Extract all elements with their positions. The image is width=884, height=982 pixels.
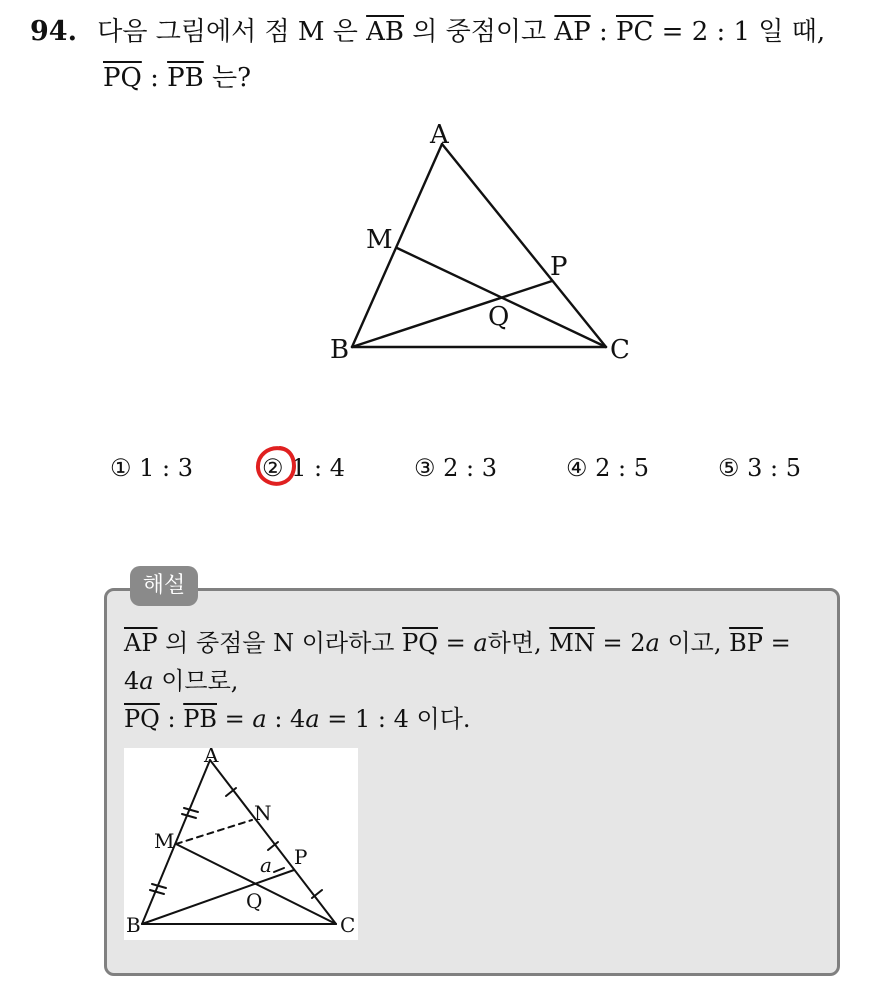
segment-ac-line [442, 144, 606, 347]
segment-bp: $\overline{BP}$ [729, 629, 763, 657]
variable-a: a [252, 705, 267, 733]
segment-ac-line [210, 760, 336, 924]
variable-a: a [305, 705, 320, 733]
tick-mark [274, 868, 284, 872]
label-c: C [340, 913, 356, 937]
label-n: N [254, 801, 272, 825]
choice-mark: ① [110, 454, 132, 482]
variable-a: a [139, 667, 154, 695]
solution-text: = 1 : 4 이다. [327, 705, 471, 733]
tick-mark [184, 808, 198, 812]
segment-pb: $\overline{PB}$ [183, 705, 217, 733]
variable-a: a [645, 629, 660, 657]
solution-text: 의 중점을 N 이라하고 [165, 629, 395, 657]
label-c: C [610, 335, 630, 365]
label-p: P [550, 252, 568, 282]
problem-text: 는? [211, 63, 252, 93]
choice-text: 3 : 5 [747, 454, 802, 482]
segment-pc: $\overline{PC}$ [615, 17, 654, 47]
solution-text: 이므로, [161, 667, 239, 695]
segment-mn-dashed [176, 820, 252, 844]
label-m: M [154, 829, 175, 853]
choice-mark: ③ [414, 454, 436, 482]
ratio-colon: : [167, 705, 176, 733]
choice-5[interactable] [718, 448, 801, 488]
segment-ab: $\overline{AB}$ [366, 17, 405, 47]
choice-mark: ④ [566, 454, 588, 482]
solution-text: : 4 [274, 705, 306, 733]
question-number: 94. [30, 16, 77, 47]
ratio-colon: : [598, 17, 608, 47]
label-m: M [366, 225, 393, 255]
choice-text: 2 : 3 [443, 454, 498, 482]
segment-bp-line [142, 870, 294, 924]
label-a: A [430, 120, 449, 150]
solution-text: = [770, 629, 791, 657]
problem-text: 다음 그림에서 점 M 은 [97, 17, 358, 47]
label-a: A [204, 748, 219, 767]
label-a-variable: a [260, 853, 272, 877]
solution-line-2 [124, 664, 238, 698]
choice-3[interactable] [414, 448, 497, 488]
segment-pq: $\overline{PQ}$ [103, 63, 142, 93]
solution-text: = 2 [602, 629, 646, 657]
segment-pb: $\overline{PB}$ [167, 63, 204, 93]
problem-line-2 [103, 58, 251, 98]
label-q: Q [246, 889, 263, 913]
choice-4[interactable] [566, 448, 649, 488]
solution-line-3 [124, 702, 471, 736]
solution-tab-label: 해설 [130, 566, 198, 606]
label-b: B [126, 913, 141, 937]
label-p: P [294, 845, 308, 869]
segment-pq: $\overline{PQ}$ [402, 629, 438, 657]
solution-number: 4 [124, 667, 140, 695]
tick-mark [150, 890, 164, 894]
segment-ab-line [142, 760, 210, 924]
choice-mark: ⑤ [718, 454, 740, 482]
ratio-colon: : [150, 63, 159, 93]
segment-ap: $\overline{AP}$ [124, 629, 158, 657]
solution-triangle-figure [124, 748, 358, 940]
label-b: B [330, 335, 350, 365]
triangle-figure [320, 110, 650, 380]
choice-2[interactable] [262, 448, 345, 488]
problem-text: 의 중점이고 [412, 17, 547, 47]
answer-choices [110, 448, 830, 488]
solution-text: = [445, 629, 466, 657]
solution-text: 하면, [487, 629, 542, 657]
choice-text: 2 : 5 [595, 454, 650, 482]
label-q: Q [488, 302, 510, 332]
segment-pq: $\overline{PQ}$ [124, 705, 160, 733]
solution-text: 이고, [667, 629, 722, 657]
segment-ap: $\overline{AP}$ [554, 17, 591, 47]
solution-text: = [224, 705, 245, 733]
choice-text: 1 : 3 [139, 454, 194, 482]
choice-mark: ② [262, 454, 284, 482]
choice-1[interactable] [110, 448, 193, 488]
problem-text: = 2 : 1 일 때, [661, 17, 826, 47]
problem-line-1 [30, 12, 825, 52]
variable-a: a [473, 629, 488, 657]
solution-line-1 [124, 626, 791, 660]
choice-text: 1 : 4 [291, 454, 346, 482]
tick-mark [182, 814, 196, 818]
segment-bp-line [352, 281, 552, 347]
segment-mn: $\overline{MN}$ [549, 629, 595, 657]
